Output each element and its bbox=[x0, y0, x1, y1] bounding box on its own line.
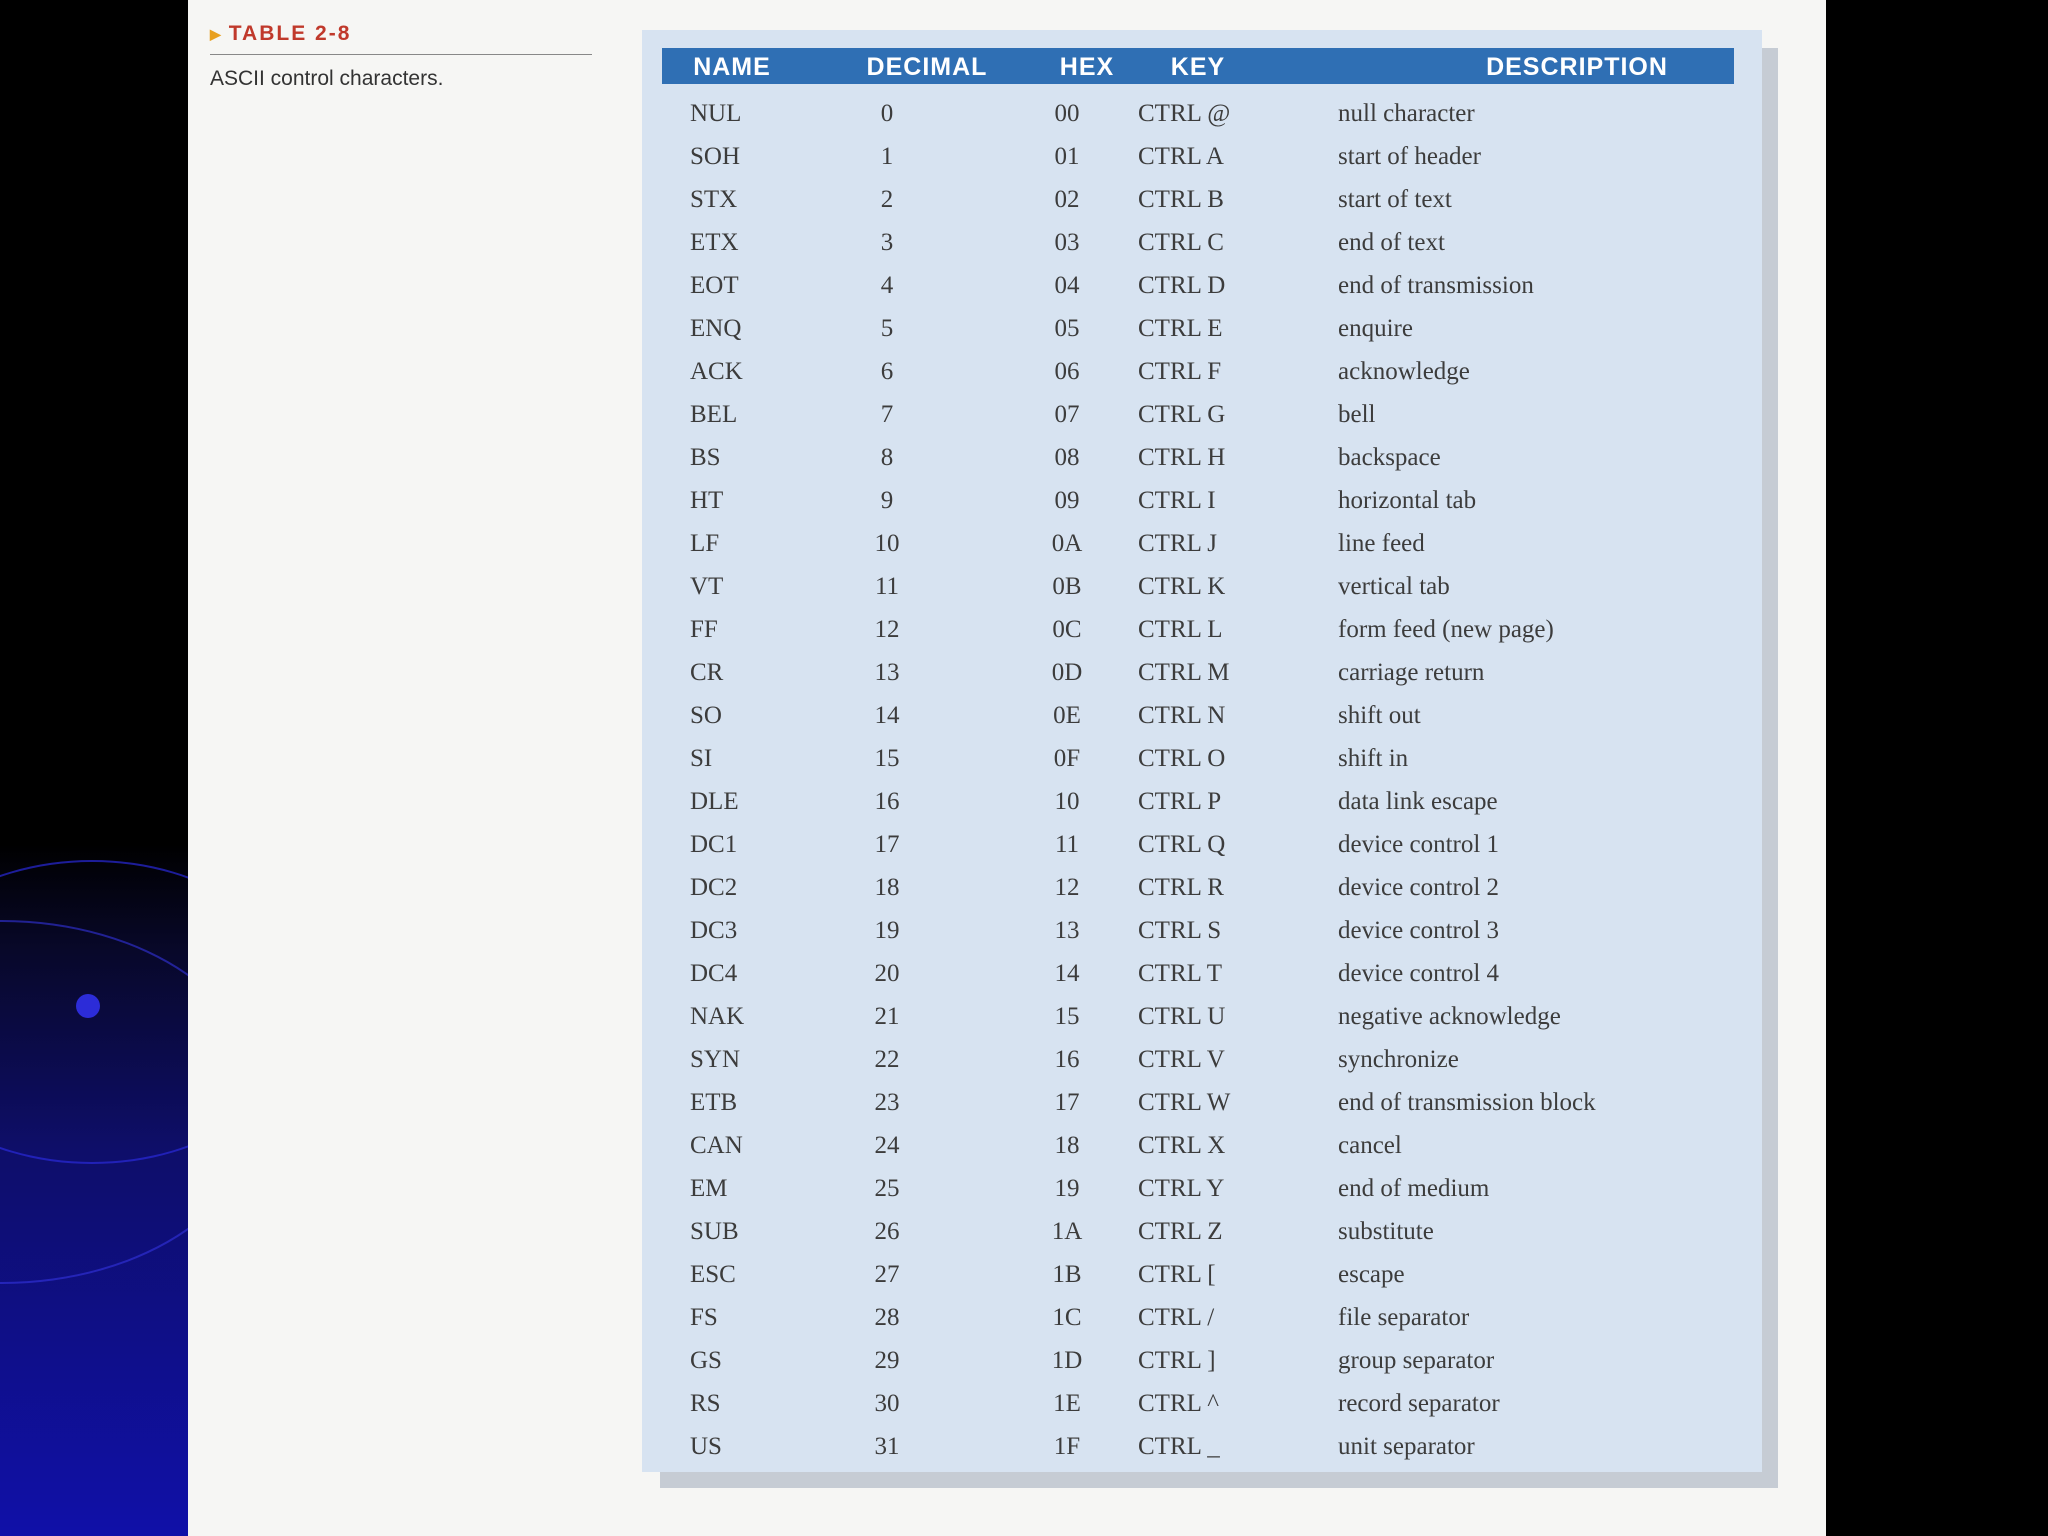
cell-decimal: 0 bbox=[880, 100, 894, 127]
cell-key: CTRL Y bbox=[1138, 1175, 1225, 1202]
cell-key: CTRL F bbox=[1138, 358, 1222, 385]
cell-name: RS bbox=[690, 1390, 721, 1417]
table-row bbox=[662, 565, 1734, 608]
cell-key: CTRL P bbox=[1138, 788, 1222, 815]
cell-name: ENQ bbox=[690, 315, 742, 342]
cell-description: device control 2 bbox=[1338, 874, 1500, 901]
cell-name: ACK bbox=[690, 358, 743, 385]
cell-key: CTRL M bbox=[1138, 659, 1230, 686]
cell-key: CTRL ^ bbox=[1138, 1390, 1219, 1417]
table-row bbox=[662, 1339, 1734, 1382]
cell-description: enquire bbox=[1338, 315, 1413, 342]
cell-description: data link escape bbox=[1338, 788, 1498, 815]
table-row bbox=[662, 307, 1734, 350]
cell-hex: 1F bbox=[1053, 1433, 1081, 1460]
table-caption bbox=[210, 22, 592, 91]
cell-decimal: 23 bbox=[874, 1089, 900, 1116]
cell-decimal: 15 bbox=[874, 745, 900, 772]
cell-name: CR bbox=[690, 659, 724, 686]
cell-hex: 0A bbox=[1051, 530, 1083, 557]
cell-description: line feed bbox=[1338, 530, 1425, 557]
cell-decimal: 20 bbox=[874, 960, 900, 987]
cell-hex: 08 bbox=[1054, 444, 1080, 471]
cell-hex: 0F bbox=[1053, 745, 1081, 772]
cell-key: CTRL ] bbox=[1138, 1347, 1216, 1374]
cell-description: shift out bbox=[1338, 702, 1421, 729]
cell-name: SI bbox=[690, 745, 713, 772]
cell-hex: 06 bbox=[1054, 358, 1080, 385]
cell-description: form feed (new page) bbox=[1338, 616, 1554, 643]
cell-name: SUB bbox=[690, 1218, 739, 1245]
cell-decimal: 10 bbox=[874, 530, 900, 557]
cell-name: FS bbox=[690, 1304, 718, 1331]
cell-name: HT bbox=[690, 487, 724, 514]
cell-description: end of transmission bbox=[1338, 272, 1534, 299]
table-row bbox=[662, 1038, 1734, 1081]
cell-key: CTRL [ bbox=[1138, 1261, 1216, 1288]
cell-hex: 11 bbox=[1054, 831, 1080, 858]
cell-description: end of transmission block bbox=[1338, 1089, 1596, 1116]
cell-key: CTRL L bbox=[1138, 616, 1223, 643]
header-hex: HEX bbox=[1059, 53, 1115, 81]
cell-hex: 16 bbox=[1054, 1046, 1080, 1073]
cell-hex: 1D bbox=[1051, 1347, 1083, 1374]
cell-key: CTRL S bbox=[1138, 917, 1222, 944]
cell-name: DC3 bbox=[690, 917, 738, 944]
cell-key: CTRL W bbox=[1138, 1089, 1231, 1116]
cell-decimal: 30 bbox=[874, 1390, 900, 1417]
table-row bbox=[662, 178, 1734, 221]
table-row bbox=[662, 1382, 1734, 1425]
cell-decimal: 18 bbox=[874, 874, 900, 901]
cell-hex: 07 bbox=[1054, 401, 1080, 428]
cell-decimal: 7 bbox=[880, 401, 894, 428]
cell-hex: 1E bbox=[1053, 1390, 1081, 1417]
cell-decimal: 21 bbox=[874, 1003, 900, 1030]
cell-hex: 1B bbox=[1052, 1261, 1082, 1288]
table-row bbox=[662, 1124, 1734, 1167]
cell-hex: 1C bbox=[1052, 1304, 1082, 1331]
table-row bbox=[662, 694, 1734, 737]
table-row bbox=[662, 995, 1734, 1038]
cell-name: NAK bbox=[690, 1003, 745, 1030]
cell-name: BEL bbox=[690, 401, 738, 428]
cell-description: bell bbox=[1338, 401, 1376, 428]
cell-description: cancel bbox=[1338, 1132, 1402, 1159]
cell-decimal: 3 bbox=[880, 229, 894, 256]
table-row bbox=[662, 952, 1734, 995]
cell-key: CTRL G bbox=[1138, 401, 1226, 428]
table-header bbox=[662, 48, 1734, 84]
cell-hex: 0D bbox=[1051, 659, 1083, 686]
cell-hex: 05 bbox=[1054, 315, 1080, 342]
cell-name: US bbox=[690, 1433, 722, 1460]
table-row bbox=[662, 1167, 1734, 1210]
cell-decimal: 26 bbox=[874, 1218, 900, 1245]
cell-name: DC4 bbox=[690, 960, 738, 987]
cell-description: group separator bbox=[1338, 1347, 1495, 1374]
cell-name: DC2 bbox=[690, 874, 738, 901]
cell-key: CTRL B bbox=[1138, 186, 1224, 213]
cell-key: CTRL K bbox=[1138, 573, 1226, 600]
cell-name: FF bbox=[690, 616, 718, 643]
cell-key: CTRL X bbox=[1138, 1132, 1226, 1159]
cell-name: CAN bbox=[690, 1132, 743, 1159]
header-decimal: DECIMAL bbox=[866, 53, 988, 81]
cell-key: CTRL J bbox=[1138, 530, 1217, 557]
table-row bbox=[662, 1253, 1734, 1296]
cell-name: BS bbox=[690, 444, 721, 471]
cell-description: start of text bbox=[1338, 186, 1452, 213]
cell-name: SO bbox=[690, 702, 722, 729]
cell-name: DLE bbox=[690, 788, 739, 815]
cell-decimal: 8 bbox=[880, 444, 894, 471]
cell-description: backspace bbox=[1338, 444, 1441, 471]
cell-key: CTRL D bbox=[1138, 272, 1226, 299]
table-number: TABLE 2-8 bbox=[228, 22, 352, 45]
cell-hex: 0C bbox=[1052, 616, 1082, 643]
cell-description: end of text bbox=[1338, 229, 1445, 256]
cell-hex: 03 bbox=[1054, 229, 1080, 256]
cell-key: CTRL _ bbox=[1138, 1433, 1220, 1460]
cell-decimal: 6 bbox=[880, 358, 894, 385]
table-row bbox=[662, 909, 1734, 952]
cell-decimal: 1 bbox=[880, 143, 894, 170]
cell-decimal: 11 bbox=[874, 573, 900, 600]
cell-description: device control 4 bbox=[1338, 960, 1500, 987]
table-row bbox=[662, 350, 1734, 393]
cell-decimal: 17 bbox=[874, 831, 900, 858]
cell-name: SOH bbox=[690, 143, 741, 170]
cell-key: CTRL / bbox=[1138, 1304, 1215, 1331]
table-row bbox=[662, 823, 1734, 866]
table-row bbox=[662, 1081, 1734, 1124]
cell-description: device control 3 bbox=[1338, 917, 1500, 944]
table-row bbox=[662, 866, 1734, 909]
cell-hex: 0E bbox=[1053, 702, 1081, 729]
cell-decimal: 16 bbox=[874, 788, 900, 815]
cell-name: ESC bbox=[690, 1261, 736, 1288]
cell-description: escape bbox=[1338, 1261, 1405, 1288]
cell-name: ETX bbox=[690, 229, 739, 256]
table-row bbox=[662, 1425, 1734, 1468]
cell-name: ETB bbox=[690, 1089, 738, 1116]
cell-decimal: 9 bbox=[880, 487, 894, 514]
swoosh-decoration bbox=[0, 920, 188, 1284]
table-label bbox=[210, 22, 592, 55]
cell-name: VT bbox=[690, 573, 724, 600]
cell-description: carriage return bbox=[1338, 659, 1485, 686]
table-row bbox=[662, 651, 1734, 694]
cell-hex: 13 bbox=[1054, 917, 1080, 944]
cell-hex: 02 bbox=[1054, 186, 1080, 213]
cell-description: null character bbox=[1338, 100, 1475, 127]
cell-description: acknowledge bbox=[1338, 358, 1470, 385]
cell-hex: 14 bbox=[1054, 960, 1080, 987]
ascii-table bbox=[642, 30, 1762, 1472]
cell-key: CTRL H bbox=[1138, 444, 1226, 471]
cell-name: STX bbox=[690, 186, 738, 213]
table-row bbox=[662, 393, 1734, 436]
cell-name: LF bbox=[690, 530, 720, 557]
header-description: DESCRIPTION bbox=[1486, 53, 1668, 81]
table-row bbox=[662, 737, 1734, 780]
cell-key: CTRL Z bbox=[1138, 1218, 1223, 1245]
cell-key: CTRL V bbox=[1138, 1046, 1225, 1073]
cell-hex: 09 bbox=[1054, 487, 1080, 514]
cell-hex: 1A bbox=[1051, 1218, 1083, 1245]
cell-hex: 04 bbox=[1054, 272, 1080, 299]
slide-page bbox=[188, 0, 1826, 1536]
cell-decimal: 13 bbox=[874, 659, 900, 686]
cell-key: CTRL A bbox=[1138, 143, 1224, 170]
cell-hex: 17 bbox=[1054, 1089, 1080, 1116]
right-black-margin bbox=[1826, 0, 2048, 1536]
cell-description: negative acknowledge bbox=[1338, 1003, 1561, 1030]
table-row bbox=[662, 1210, 1734, 1253]
cell-key: CTRL I bbox=[1138, 487, 1216, 514]
header-key: KEY bbox=[1170, 53, 1226, 81]
table-row bbox=[662, 436, 1734, 479]
cell-hex: 10 bbox=[1054, 788, 1080, 815]
table-row bbox=[662, 780, 1734, 823]
table-description: ASCII control characters. bbox=[210, 67, 444, 90]
header-name: NAME bbox=[693, 53, 771, 81]
dot-decoration bbox=[76, 994, 100, 1018]
cell-description: synchronize bbox=[1338, 1046, 1459, 1073]
table-row bbox=[662, 264, 1734, 307]
cell-decimal: 25 bbox=[874, 1175, 900, 1202]
cell-hex: 00 bbox=[1054, 100, 1080, 127]
table-row bbox=[662, 608, 1734, 651]
cell-key: CTRL T bbox=[1138, 960, 1223, 987]
cell-name: GS bbox=[690, 1347, 722, 1374]
cell-decimal: 29 bbox=[874, 1347, 900, 1374]
cell-key: CTRL Q bbox=[1138, 831, 1226, 858]
cell-key: CTRL R bbox=[1138, 874, 1224, 901]
cell-decimal: 22 bbox=[874, 1046, 900, 1073]
cell-key: CTRL @ bbox=[1138, 100, 1231, 127]
cell-decimal: 5 bbox=[880, 315, 894, 342]
cell-hex: 19 bbox=[1054, 1175, 1080, 1202]
cell-description: shift in bbox=[1338, 745, 1409, 772]
cell-hex: 18 bbox=[1054, 1132, 1080, 1159]
cell-description: file separator bbox=[1338, 1304, 1470, 1331]
cell-hex: 15 bbox=[1054, 1003, 1080, 1030]
cell-key: CTRL O bbox=[1138, 745, 1226, 772]
table-row bbox=[662, 221, 1734, 264]
cell-decimal: 31 bbox=[874, 1433, 900, 1460]
cell-description: device control 1 bbox=[1338, 831, 1500, 858]
cell-decimal: 4 bbox=[880, 272, 894, 299]
cell-key: CTRL N bbox=[1138, 702, 1226, 729]
cell-decimal: 12 bbox=[874, 616, 900, 643]
cell-decimal: 14 bbox=[874, 702, 900, 729]
table-row bbox=[662, 92, 1734, 135]
left-decorative-panel bbox=[0, 0, 188, 1536]
cell-hex: 0B bbox=[1052, 573, 1082, 600]
cell-key: CTRL C bbox=[1138, 229, 1224, 256]
cell-decimal: 24 bbox=[874, 1132, 900, 1159]
cell-name: DC1 bbox=[690, 831, 738, 858]
triangle-bullet-icon: ▶ bbox=[210, 25, 223, 42]
cell-description: horizontal tab bbox=[1338, 487, 1477, 514]
cell-key: CTRL U bbox=[1138, 1003, 1226, 1030]
cell-decimal: 2 bbox=[880, 186, 894, 213]
table-row bbox=[662, 479, 1734, 522]
cell-description: start of header bbox=[1338, 143, 1481, 170]
cell-description: vertical tab bbox=[1338, 573, 1450, 600]
cell-key: CTRL E bbox=[1138, 315, 1223, 342]
table-row bbox=[662, 522, 1734, 565]
cell-name: SYN bbox=[690, 1046, 741, 1073]
cell-description: record separator bbox=[1338, 1390, 1500, 1417]
cell-decimal: 28 bbox=[874, 1304, 900, 1331]
cell-name: NUL bbox=[690, 100, 742, 127]
cell-description: unit separator bbox=[1338, 1433, 1475, 1460]
cell-name: EM bbox=[690, 1175, 728, 1202]
cell-name: EOT bbox=[690, 272, 739, 299]
cell-hex: 01 bbox=[1054, 143, 1080, 170]
cell-decimal: 27 bbox=[874, 1261, 900, 1288]
cell-description: substitute bbox=[1338, 1218, 1434, 1245]
cell-hex: 12 bbox=[1054, 874, 1080, 901]
table-body bbox=[662, 92, 1734, 1468]
table-row bbox=[662, 1296, 1734, 1339]
cell-description: end of medium bbox=[1338, 1175, 1490, 1202]
table-row bbox=[662, 135, 1734, 178]
cell-decimal: 19 bbox=[874, 917, 900, 944]
